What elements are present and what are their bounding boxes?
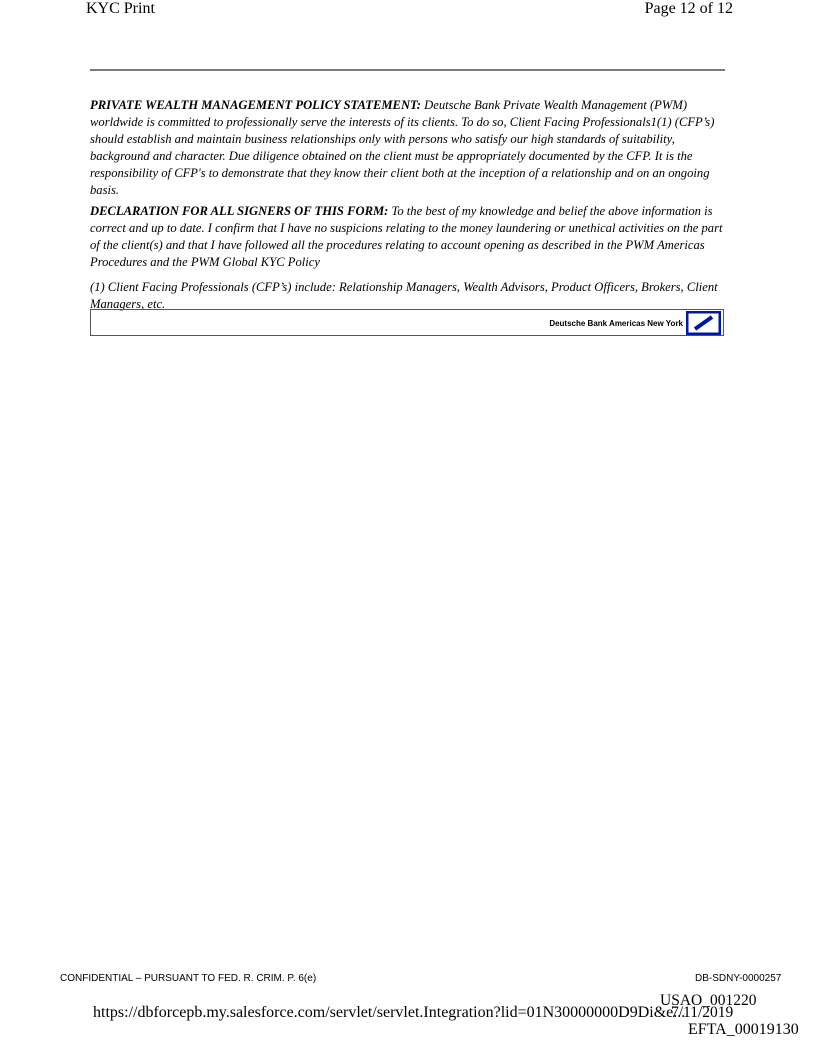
efta-stamp: EFTA_00019130: [688, 1021, 799, 1038]
confidential-notice: CONFIDENTIAL – PURSUANT TO FED. R. CRIM. P. 6(e): [60, 973, 317, 984]
bank-footer-box: [90, 309, 724, 336]
print-date: 7/11/2019: [671, 1004, 734, 1021]
source-url: https://dbforcepb.my.salesforce.com/servlet/servlet.Integration?lid=01N30000000D9Di&e...: [93, 1004, 686, 1021]
declaration-heading: DECLARATION FOR ALL SIGNERS OF THIS FORM:: [90, 204, 389, 218]
footnote: (1) Client Facing Professionals (CFP’s) include: Relationship Managers, Wealth Advisors, Product Officers, Brokers, Client Managers, etc.: [90, 280, 718, 311]
declaration-statement: [90, 203, 730, 271]
policy-statement: [90, 97, 730, 199]
policy-heading: PRIVATE WEALTH MANAGEMENT POLICY STATEMENT:: [90, 98, 421, 112]
deutsche-bank-logo-icon: [686, 311, 721, 335]
policy-text: Deutsche Bank Private Wealth Management (PWM) worldwide is committed to professionally serve the interests of its clients. To do so, Client Facing Professionals1(1) (CFP’s) should establish and maintain business relationships only with persons who satisfy our high standards of suitability, background and character. Due diligence obtained on the client must be appropriately documented by the CFP. It is the responsibility of CFP's to demonstrate that they know their client both at the inception of a relationship and on an ongoing basis.: [90, 98, 715, 197]
page-number: Page 12 of 12: [644, 0, 733, 17]
header-divider: [90, 69, 725, 71]
page-header-title: KYC Print: [86, 0, 155, 17]
declaration-text: To the best of my knowledge and belief the above information is correct and up to date. I confirm that I have no suspicions relating to the money laundering or unethical activities on the part of the client(s) and that I have followed all the procedures relating to account opening as described in the PWM Americas Procedures and the PWM Global KYC Policy: [90, 204, 723, 269]
bates-number: DB-SDNY-0000257: [695, 973, 782, 984]
bank-name: Deutsche Bank Americas New York: [549, 319, 683, 328]
usao-stamp: USAO_001220: [660, 992, 757, 1009]
